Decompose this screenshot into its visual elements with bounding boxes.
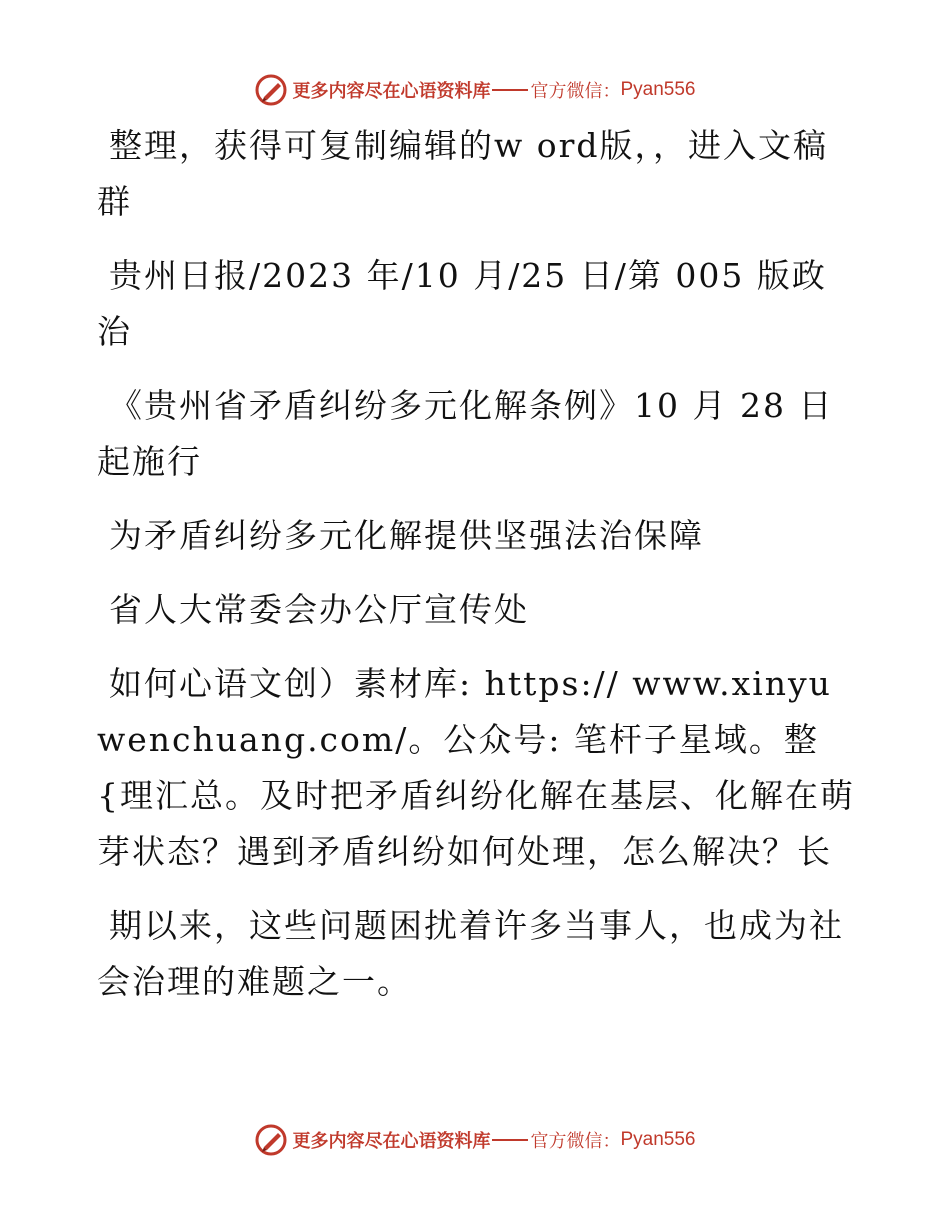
pen-logo-icon [254,1123,288,1157]
paragraph-5: 省人大常委会办公厅宣传处 [109,590,529,629]
banner-text: 更多内容尽在心语资料库 [292,1131,491,1152]
banner-wechat-id: Pyan556 [620,79,696,100]
banner-official: 官方微信： [530,1131,621,1152]
footer-banner [0,1120,950,1160]
paragraph-7: 期以来，这些问题困扰着许多当事人，也成为社会治理的难题之一。 [97,906,844,1001]
banner-text: 更多内容尽在心语资料库 [292,81,491,102]
banner-wechat-id: Pyan556 [620,1129,696,1150]
banner-dash [492,1139,528,1141]
banner-official: 官方微信： [530,81,621,102]
paragraph-1: 整理，获得可复制编辑的w ord版，，进入文稿群 [97,126,829,221]
header-banner [0,70,950,110]
paragraph-4: 为矛盾纠纷多元化解提供坚强法治保障 [109,516,704,555]
document-body [97,118,857,1028]
paragraph-6: 如何心语文创）素材库: https:// www.xinyuwenchuang.com/。公众号: 笔杆子星域。整{理汇总。及时把矛盾纠纷化解在基层、化解在萌芽状态？遇到矛盾纠纷如何处理，怎么解决？长 [97,664,855,871]
banner-dash [492,89,528,91]
paragraph-2: 贵州日报/2023 年/10 月/25 日/第 005 版政治 [97,256,827,351]
paragraph-3: 《贵州省矛盾纠纷多元化解条例》10 月 28 日起施行 [97,386,834,481]
pen-logo-icon [254,73,288,107]
